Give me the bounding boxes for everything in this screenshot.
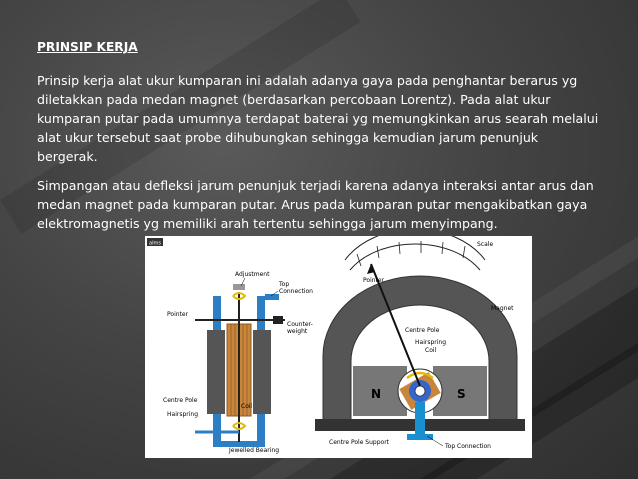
- galvanometer-diagram: [145, 236, 532, 458]
- side-counterweight: [273, 316, 283, 324]
- label-centre-pole-right: Centre Pole: [405, 327, 440, 334]
- label-magnet: Magnet: [491, 305, 514, 312]
- front-view: [315, 236, 525, 450]
- label-scale: Scale: [477, 241, 494, 248]
- paragraph-1: Prinsip kerja alat ukur kumparan ini adalah adanya gaya pada penghantar berarus yg diletakkan pada medan magnet (berdasarkan percobaan Lorentz). Pada alat ukur kumparan putar pada umumnya terdapat baterai yg memungkinkan arus searah melalui alat ukur tersebut saat probe dihubungkan sehingga kemudian jarum penunjuk bergerak.: [37, 73, 599, 164]
- label-top-connection-left: Top Connection: [279, 281, 313, 295]
- label-pointer-left: Pointer: [167, 311, 189, 318]
- side-magnet-right: [253, 330, 271, 414]
- figure-tag: aIms: [149, 240, 162, 247]
- label-counterweight: Counter-weight: [287, 321, 313, 335]
- label-centre-pole-left: Centre Pole: [163, 397, 198, 404]
- label-north: N: [371, 387, 382, 401]
- label-coil-left: Coil: [241, 403, 253, 410]
- side-adjustment: [233, 284, 245, 290]
- slide-heading: PRINSIP KERJA: [37, 40, 138, 54]
- label-adjustment: Adjustment: [235, 271, 270, 278]
- label-hairspring-left: Hairspring: [167, 411, 199, 418]
- label-top-connection-right: Top Connection: [445, 443, 491, 450]
- side-magnet-left: [207, 330, 225, 414]
- side-view: [163, 271, 313, 454]
- slide-text: [37, 38, 602, 243]
- label-jewelled-bearing: Jewelled Bearing: [229, 447, 280, 454]
- label-centre-pole-support: Centre Pole Support: [329, 439, 390, 446]
- side-top-connection: [265, 294, 279, 300]
- galvanometer-figure: [145, 236, 532, 458]
- label-hairspring-coil: Hairspring Coil: [415, 339, 447, 354]
- label-south: S: [457, 387, 466, 401]
- label-pointer-right: Pointer: [363, 277, 385, 284]
- paragraph-2: Simpangan atau defleksi jarum penunjuk terjadi karena adanya interaksi antar arus dan medan magnet pada kumparan putar. Arus pada kumparan putar mengakibatkan gaya elektromagnetis yg memiliki arah tertentu sehingga jarum menyimpang.: [37, 178, 594, 231]
